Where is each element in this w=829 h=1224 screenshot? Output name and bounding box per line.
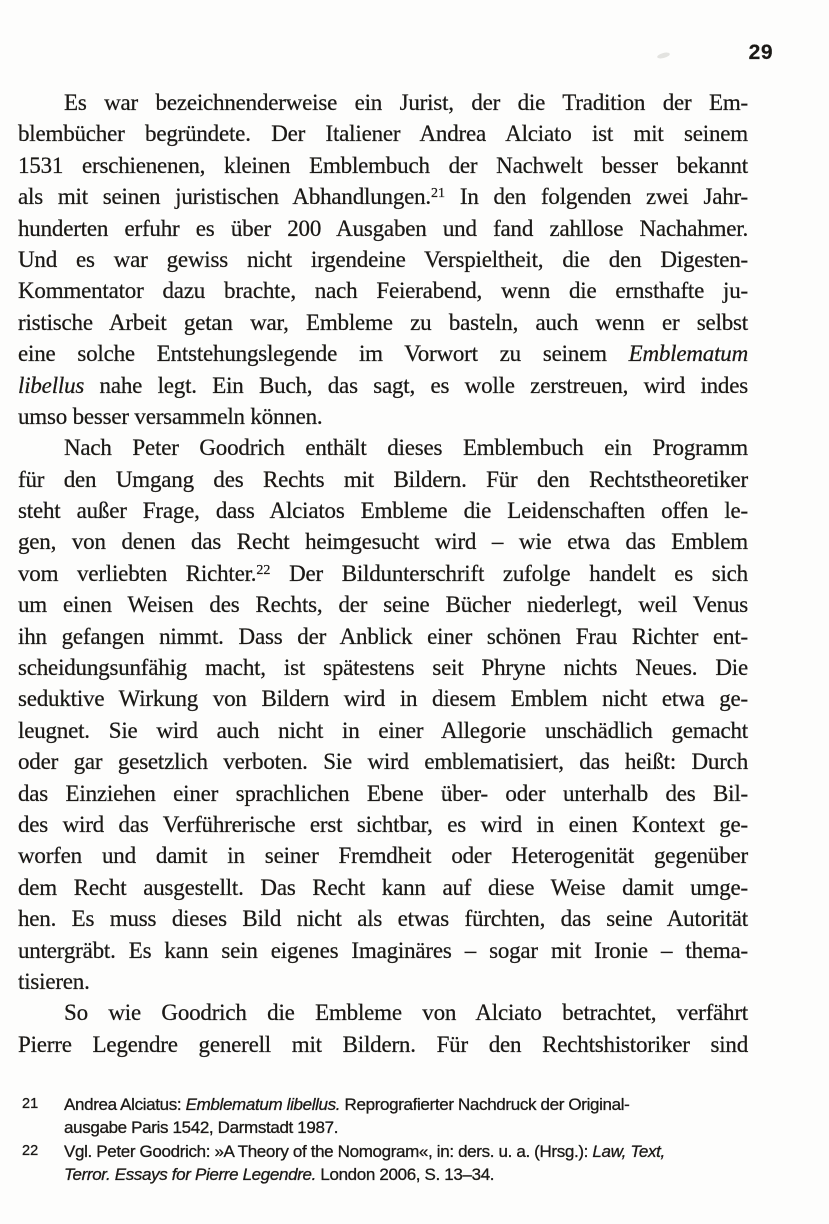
text-run: 1531 erschienenen, kleinen Emblembuch der Nachwelt besser bekannt [18, 152, 748, 178]
page-number: 29 [748, 41, 773, 64]
text-line [18, 495, 748, 526]
text-line [18, 244, 748, 275]
text-line [18, 338, 748, 369]
paragraph [18, 432, 748, 997]
text-run: seduktive Wirkung von Bildern wird in diesem Emblem nicht etwa ge- [18, 686, 748, 712]
footnote-marker: 22 [22, 1142, 39, 1159]
text-run: untergräbt. Es kann sein eigenes Imaginäres – sogar mit Ironie – thema- [18, 937, 748, 963]
italic-text: Emblematum [628, 341, 748, 367]
text-run: In den folgenden zwei Jahr- [445, 184, 749, 210]
paragraph [18, 87, 748, 432]
text-run: oder gar gesetzlich verboten. Sie wird emblematisiert, das heißt: Durch [18, 749, 748, 775]
text-line [18, 1029, 748, 1060]
text-run: gen, von denen das Recht heimgesucht wird – wie etwa das Emblem [18, 529, 748, 555]
text-line [18, 840, 748, 871]
footnote [18, 1093, 748, 1140]
text-run: Kommentator dazu brachte, nach Feierabend, wenn die ernsthafte ju- [18, 278, 748, 304]
text-line [18, 746, 748, 777]
text-run: leugnet. Sie wird auch nicht in einer Allegorie unschädlich gemacht [18, 717, 748, 743]
scan-smudge [657, 51, 671, 59]
text-run: des wird das Verführerische erst sichtbar, es wird in einen Kontext ge- [18, 811, 748, 837]
text-line [18, 652, 748, 683]
footnote-ref: 22 [256, 562, 271, 578]
text-run: Und es war gewiss nicht irgendeine Verspieltheit, die den Digesten- [18, 246, 748, 272]
text-line [18, 935, 748, 966]
text-run: dem Recht ausgestellt. Das Recht kann auf diese Weise damit umge- [18, 874, 748, 900]
text-run: hunderten erfuhr es über 200 Ausgaben und fand zahllose Nachahmer. [18, 215, 748, 241]
text-line [18, 966, 748, 997]
text-line [18, 118, 748, 149]
text-line [64, 1093, 748, 1116]
text-run: das Einziehen einer sprachlichen Ebene über- oder unterhalb des Bil- [18, 780, 748, 806]
text-run: tisieren. [18, 968, 90, 994]
text-run: London 2006, S. 13–34. [316, 1165, 495, 1185]
text-line [18, 213, 748, 244]
italic-text: libellus [18, 372, 85, 398]
footnote-text [64, 1140, 748, 1187]
text-run: ristische Arbeit getan war, Embleme zu basteln, auch wenn er selbst [18, 309, 748, 335]
text-line [18, 683, 748, 714]
text-run: Der Bildunterschrift zufolge handelt es sich [270, 560, 748, 586]
text-run: Es war bezeichnenderweise ein Jurist, der die Tradition der Em- [64, 90, 748, 115]
text-run: um einen Weisen des Rechts, der seine Bücher niederlegt, weil Venus [18, 592, 748, 618]
text-line [18, 526, 748, 557]
text-run: Reprografierter Nachdruck der Original- [340, 1095, 630, 1114]
paragraph [18, 997, 748, 1060]
footnote-marker: 21 [22, 1096, 39, 1112]
italic-text: Law, Text, [592, 1141, 665, 1161]
text-line [18, 370, 748, 401]
text-run: Vgl. Peter Goodrich: »A Theory of the Nomogram«, in: ders. u. a. (Hrsg.): [64, 1141, 593, 1161]
body-text [18, 87, 748, 1060]
text-line [18, 621, 748, 652]
text-run: umso besser versammeln können. [18, 403, 323, 429]
text-line [64, 1163, 748, 1186]
text-run: worfen und damit in seiner Fremdheit oder Heterogenität gegenüber [18, 843, 748, 869]
footnote-text [64, 1093, 748, 1140]
text-run: Andrea Alciatus: [64, 1095, 186, 1114]
text-line [18, 150, 748, 181]
text-run: hen. Es muss dieses Bild nicht als etwas fürchten, das seine Autorität [18, 906, 748, 932]
text-line [18, 307, 748, 338]
text-run: scheidungsunfähig macht, ist spätestens seit Phryne nichts Neues. Die [18, 655, 748, 681]
footnote-ref: 21 [431, 186, 445, 202]
text-run: vom verliebten Richter. [18, 560, 257, 586]
text-run: für den Umgang des Rechts mit Bildern. Für den Rechtstheoretiker [18, 466, 748, 492]
text-line [18, 872, 748, 903]
italic-text: Terror. Essays for Pierre Legendre. [64, 1165, 316, 1185]
text-run: Pierre Legendre generell mit Bildern. Für den Rechtshistoriker sind [18, 1031, 748, 1057]
text-line [18, 401, 748, 432]
italic-text: Emblematum libellus. [185, 1095, 341, 1114]
text-run: eine solche Entstehungslegende im Vorwort zu seinem [18, 341, 629, 367]
text-run: als mit seinen juristischen Abhandlungen. [18, 184, 431, 210]
text-line [18, 558, 748, 589]
text-run: ausgabe Paris 1542, Darmstadt 1987. [64, 1118, 339, 1138]
text-line [18, 778, 748, 809]
text-line [18, 903, 748, 934]
text-line [18, 87, 748, 118]
footnotes [18, 1093, 748, 1187]
text-line [18, 464, 748, 495]
text-line [18, 715, 748, 746]
text-line [18, 589, 748, 620]
text-line [64, 1116, 748, 1139]
text-line [18, 275, 748, 306]
text-run: So wie Goodrich die Embleme von Alciato betrachtet, verfährt [64, 1000, 748, 1026]
text-run: blembücher begründete. Der Italiener Andrea Alciato ist mit seinem [18, 121, 748, 147]
text-run: nahe legt. Ein Buch, das sagt, es wolle zerstreuen, wird indes [84, 372, 748, 398]
text-line [64, 1140, 748, 1163]
text-line [18, 809, 748, 840]
text-run: Nach Peter Goodrich enthält dieses Emblembuch ein Programm [64, 435, 748, 461]
text-run: ihn gefangen nimmt. Dass der Anblick einer schönen Frau Richter ent- [18, 623, 748, 649]
text-line [18, 432, 748, 463]
text-line [18, 181, 748, 212]
footnote [18, 1140, 748, 1187]
text-run: steht außer Frage, dass Alciatos Embleme die Leidenschaften offen le- [18, 498, 748, 524]
text-line [18, 997, 748, 1028]
